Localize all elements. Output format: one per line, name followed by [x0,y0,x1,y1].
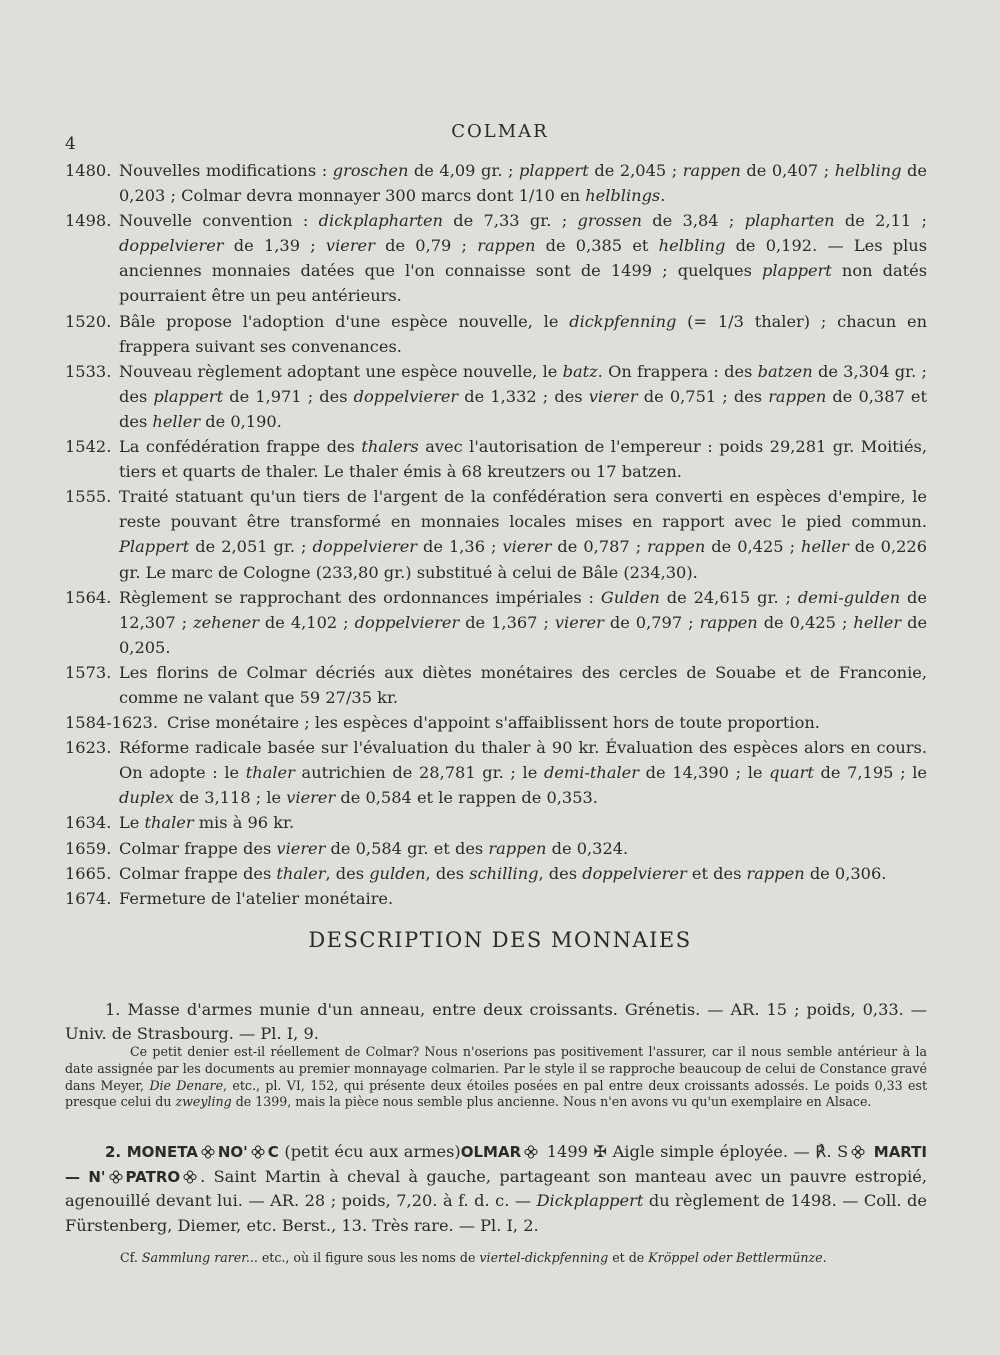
italic-term: batzen [757,361,813,381]
legend-moneta: MONETA [126,1143,198,1161]
coin-2-entry [65,1140,927,1238]
italic-term: heller [853,612,902,632]
entry-year: 1533. [65,361,112,381]
chronology-entry [65,359,927,434]
coin-2-date-text: 1499 ✠ Aigle simple éployée. — ℟. S [546,1142,849,1161]
legend-olmar: OLMAR [460,1143,522,1161]
italic-term: dickplapharten [318,211,443,231]
italic-term: plappert [762,261,832,281]
text-run: , des [325,863,370,883]
italic-term: demi-gulden [797,587,901,607]
italic-term: gulden [369,863,426,883]
chronology-entry [65,484,927,584]
text-run: de 0,203 ; Colmar devra monnayer 300 marcs dont 1/10 en [119,161,927,206]
text-run: de 3,304 gr. ; des [119,361,927,406]
text-run: de 0,797 ; [603,612,700,632]
entry-year: 1674. [65,888,112,908]
text-run: non datés pourraient être un peu antérieurs. [119,261,928,306]
text-run: de 0,190. [200,411,282,431]
entry-text [119,861,927,886]
italic-term: plappert [519,161,589,180]
italic-term: heller [801,537,849,557]
entry-text [119,585,927,660]
italic-term: thaler [245,763,295,783]
text-run: autrichien de 28,781 gr. ; le [294,763,544,783]
italic-term: grossen [577,211,642,231]
entry-year: 1520. [65,311,112,331]
text-run: Ce petit denier est-il réellement de Colmar? Nous n'oserions pas positivement l'assurer, car il nous semble antérieur à la date assignée par les documents au premier monnayage colmarien. Par le style il se rapproche beaucoup de celui de Constance gravé dans Meyer, [65,1044,927,1093]
text-run: de 0,79 ; [374,236,478,256]
entry-text [119,836,927,861]
text-run: , des [425,863,470,883]
italic-term: Gulden [600,587,660,607]
chronology-list [65,158,927,911]
entry-text [119,208,927,308]
text-run: de 0,205. [119,612,928,657]
entry-text [119,484,927,584]
entry-year: 1623. [65,738,112,758]
chronology-entry [65,585,927,660]
coin-1-entry [65,998,927,1046]
entry-text [119,886,927,911]
text-run: de 1,39 ; [223,236,326,256]
text-run: de 0,425 ; [757,612,854,632]
italic-term: doppelvierer [312,537,418,557]
text-run: de 1,971 ; des [223,386,354,406]
text-run: Cf. [120,1250,142,1265]
chronology-entry [65,158,927,208]
chronology-entry [65,660,927,710]
coin-1-text: 1. Masse d'armes munie d'un anneau, entre deux croissants. Grénetis. — AR. 15 ; poids, 0,33. — Univ. de Strasbourg. — Pl. I, 9. [65,1000,927,1043]
entry-text [119,158,927,208]
italic-term: helbling [834,161,902,180]
entry-text [119,810,927,835]
text-run: . Saint Martin à cheval à gauche, partageant son manteau avec un pauvre estropié, agenouillé devant lui. — AR. 28 ; poids, 7,20. à f. d. c. — [65,1166,927,1210]
italic-term: doppelvierer [582,863,687,883]
rosette-icon [251,1145,265,1159]
italic-term: rappen [746,863,805,883]
chronology-entry [65,434,927,484]
chronology-entry [65,208,927,308]
coin-1-note-text [65,1044,927,1111]
rosette-icon [201,1145,215,1159]
italic-term: thalers [361,437,419,457]
text-run: de 0,226 gr. Le marc de Cologne (233,80 gr.) substitué à celui de Bâle (234,30). [119,537,927,582]
entry-text [119,660,927,710]
text-run: et de [608,1250,649,1265]
entry-year: 1564. [65,587,112,607]
running-title: COLMAR [451,121,549,142]
text-run: Crise monétaire ; les espèces d'appoint s'affaiblissent hors de toute proportion. [167,713,820,733]
text-run: Règlement se rapprochant des ordonnances impériales : [119,587,601,607]
chronology-entry [65,710,927,735]
italic-term: rappen [768,386,827,406]
italic-term: rappen [699,612,758,632]
italic-term: vierer [276,838,326,858]
text-run: etc., où il figure sous les noms de [257,1250,480,1265]
text-run: mis à 96 kr. [193,813,295,833]
entry-year: 1665. [65,863,112,883]
entry-year: 1634. [65,813,112,833]
entry-text [119,359,927,434]
text-run: Bâle propose l'adoption d'une espèce nouvelle, le [119,311,570,331]
rosette-icon [851,1145,865,1159]
italic-term: viertel-dickpfenning [479,1250,609,1265]
text-run: de 0,751 ; des [637,386,769,406]
italic-term: dickpfenning [569,311,677,331]
text-run: de 7,195 ; le [813,763,927,783]
italic-term: groschen [332,161,409,180]
text-run: de 0,425 ; [705,537,802,557]
italic-term: vierer [554,612,604,632]
entry-text [119,735,927,810]
entry-text [119,309,927,359]
chronology-entry [65,861,927,886]
text-run: de 24,615 gr. ; [659,587,798,607]
entry-year: 1555. [65,487,112,507]
legend-no: NO' [217,1143,248,1161]
text-run: avec l'autorisation de l'empereur : poids 29,281 gr. Moitiés, tiers et quarts de thaler. Le thaler émis à 68 kreutzers ou 17 batzen. [119,437,927,482]
text-run: de 3,84 ; [641,211,745,231]
text-run: et des [686,863,747,883]
entry-year: 1573. [65,662,112,682]
italic-term: zehener [193,612,259,632]
entry-year: 1659. [65,838,112,858]
text-run: de 2,11 ; [834,211,928,231]
text-run: du règlement de 1498. — Coll. de Fürstenberg, Diemer, etc. Berst., 13. Très rare. — Pl. I, 2. [65,1191,927,1235]
text-run: Les florins de Colmar décriés aux diètes monétaires des cercles de Souabe et de Franconie, comme ne valant que 59 27/35 kr. [119,662,927,707]
italic-term: demi-thaler [543,763,639,783]
text-run: de 2,051 gr. ; [189,537,313,557]
rosette-icon [524,1145,538,1159]
text-run: Nouvelle convention : [119,211,319,231]
italic-term: rappen [477,236,536,256]
coin-2-mid-text: (petit écu aux armes) [284,1142,461,1161]
italic-term: thaler [144,813,194,833]
italic-term: helbling [658,236,726,256]
italic-term: zweyling [175,1094,232,1110]
page-number: 4 [65,134,76,154]
text-run: Colmar frappe des [119,838,277,858]
text-run: . On frappera : des [597,361,758,381]
chronology-entry [65,810,927,835]
italic-term: doppelvierer [353,386,459,406]
text-run: de 0,306. [804,863,887,883]
italic-term: rappen [488,838,547,858]
coin-1-note [65,1044,927,1111]
italic-term: Dickplappert [536,1191,644,1210]
italic-term: doppelvierer [119,236,224,256]
text-run: . [822,1250,827,1265]
entry-year: 1480. [65,161,112,180]
text-run: La confédération frappe des [119,437,362,457]
chronology-entry [65,735,927,810]
text-run: de 0,584 et le rappen de 0,353. [335,788,598,808]
text-run: , des [538,863,583,883]
legend-c: C [267,1143,279,1161]
italic-term: Die Denare [149,1077,224,1093]
italic-term: thaler [276,863,326,883]
italic-term: helblings [585,186,661,206]
text-run: Réforme radicale basée sur l'évaluation du thaler à 90 kr. Évaluation des espèces alors en cours. On adopte : le [119,738,927,783]
italic-term: quart [769,763,814,783]
entry-year: 1498. [65,211,112,231]
text-run: de 7,33 gr. ; [442,211,578,231]
text-run: , etc., pl. VI, 152, qui présente deux étoiles posées en pal entre deux croissants adossés. Le poids 0,33 est presque celui du [65,1077,928,1110]
italic-term: Plappert [119,537,190,557]
italic-term: plappert [153,386,224,406]
text-run: de 1399, mais la pièce nous semble plus ancienne. Nous n'en avons vu qu'un exemplaire en Alsace. [231,1094,872,1110]
coin-2-note-text [65,1249,927,1266]
chronology-entry [65,309,927,359]
text-run: Le [119,813,145,833]
italic-term: vierer [502,537,552,557]
coin-2-note [65,1249,927,1266]
text-run: de 12,307 ; [119,587,927,632]
text-run: . [660,186,666,206]
entry-text [119,434,927,484]
chronology-entry [65,886,927,911]
text-run: de 1,332 ; des [458,386,589,406]
text-run: de 4,102 ; [258,612,355,632]
italic-term: batz [562,361,598,381]
text-run: de 0,385 et [535,236,659,256]
text-run: de 4,09 gr. ; [408,161,520,180]
text-run: de 0,387 et des [119,386,927,431]
coin-2-number: 2. [105,1143,122,1161]
text-run: de 0,407 ; [740,161,835,180]
text-run: Nouvelles modifications : [119,161,333,180]
section-title: DESCRIPTION DES MONNAIES [308,928,692,952]
italic-term: plapharten [744,211,835,231]
text-run: Fermeture de l'atelier monétaire. [119,888,394,908]
entry-year: 1584-1623. [65,713,159,733]
text-run: de 0,324. [546,838,629,858]
italic-term: rappen [647,537,706,557]
text-run: de 14,390 ; le [639,763,770,783]
text-run: de 0,192. — Les plus anciennes monnaies datées que l'on connaisse sont de 1499 ; quelques [119,236,928,281]
text-run: de 1,36 ; [417,537,503,557]
text-run: de 2,045 ; [588,161,683,180]
italic-term: vierer [325,236,375,256]
text-run: de 1,367 ; [459,612,555,632]
rosette-icon [109,1170,123,1184]
italic-term: heller [152,411,201,431]
italic-term: Kröppel oder Bettlermünze [648,1250,823,1265]
italic-term: doppelvierer [354,612,460,632]
text-run: Nouveau règlement adoptant une espèce nouvelle, le [119,361,563,381]
entry-year: 1542. [65,437,112,457]
italic-term: duplex [119,788,175,808]
coin-2-text [65,1140,927,1238]
italic-term: vierer [286,788,336,808]
chronology-entry [65,836,927,861]
legend-patro: PATRO [125,1167,181,1186]
legend-marti: MARTI — N' [65,1143,927,1186]
text-run: de 3,118 ; le [174,788,287,808]
text-run: Traité statuant qu'un tiers de l'argent de la confédération sera converti en espèces d'empire, le reste pouvant être transformé en monnaies locales mises en rapport avec le pied commun. [119,487,927,532]
italic-term: Sammlung rarer... [141,1250,258,1265]
text-run: (= 1/3 thaler) ; chacun en frappera suivant ses convenances. [119,311,927,356]
rosette-icon [183,1170,197,1184]
entry-text [167,710,927,735]
italic-term: vierer [588,386,638,406]
text-run: de 0,787 ; [551,537,648,557]
text-run: Colmar frappe des [119,863,277,883]
italic-term: rappen [682,161,741,180]
text-run: de 0,584 gr. et des [325,838,489,858]
italic-term: schilling [469,863,539,883]
